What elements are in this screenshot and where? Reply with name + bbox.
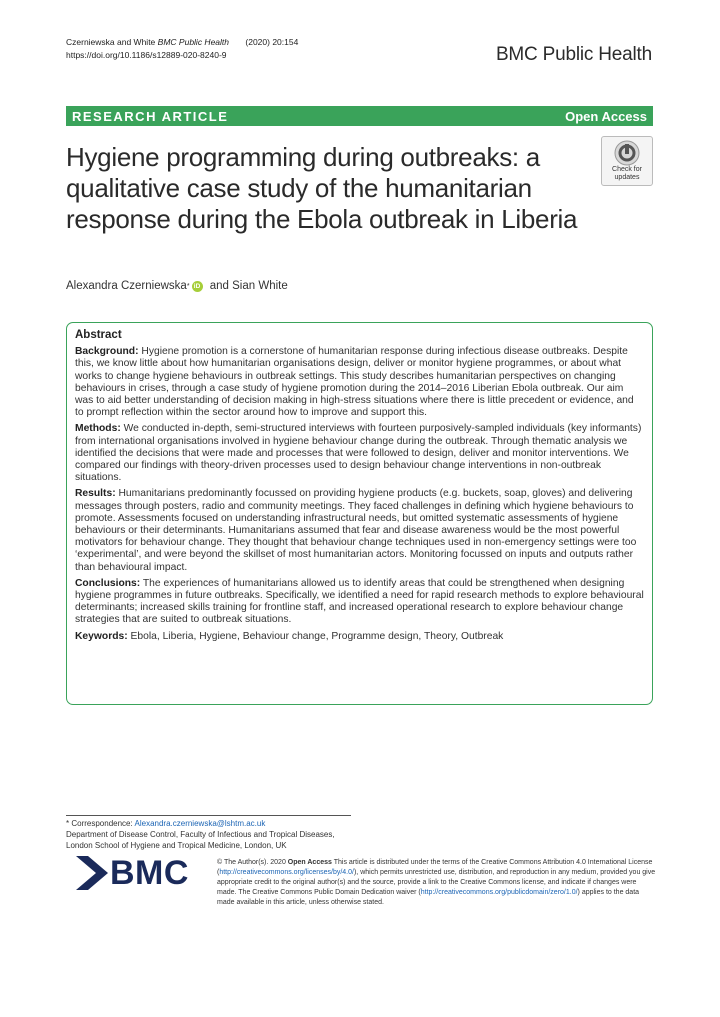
article-banner bbox=[66, 106, 653, 126]
abstract-methods bbox=[75, 423, 644, 484]
short-authors: Czerniewska and White bbox=[66, 37, 156, 47]
waiver-link[interactable]: http://creativecommons.org/publicdomain/zero/1.0/ bbox=[420, 889, 578, 896]
methods-text: We conducted in-depth, semi-structured interviews with fourteen purposively-sampled individuals (key informants) from international organisations involved in hygiene behaviour change during the outbreak. Through thematic analysis we identified the decisions that were made and processes that were followed to design, deliver and monitor interventions. We compared our findings with theory-driven processes used to design behaviour change interventions in non-outbreak situations. bbox=[75, 423, 642, 484]
abstract-conclusions bbox=[75, 578, 644, 627]
license-link[interactable]: http://creativecommons.org/licenses/by/4.0/ bbox=[219, 869, 354, 876]
affiliation-line-2: London School of Hygiene and Tropical Medicine, London, UK bbox=[66, 841, 287, 850]
article-title: Hygiene programming during outbreaks: a qualitative case study of the humanitarian response during the Ebola outbreak in Liberia bbox=[66, 142, 578, 234]
abstract-background bbox=[75, 346, 644, 419]
open-access-term: Open Access bbox=[287, 859, 332, 866]
affiliation-line-1: Department of Disease Control, Faculty of Infectious and Tropical Diseases, bbox=[66, 830, 335, 839]
article-meta bbox=[66, 36, 298, 62]
results-text: Humanitarians predominantly focussed on providing hygiene products (e.g. buckets, soap, gloves) and delivering messages through posters, radio and community meetings. They faced challenges in defining which hygiene behaviours to promote. Assessments focused on understanding infrastructural needs, but omitted systematic assessments of hygiene behaviours or their determinants. Humanitarians assumed that fear and disease awareness would be the most powerful motivators for behaviour change. They thought that behaviour change techniques used in non-emergency settings were too ‘experimental’, and were beyond the skillset of most humanitarian actors. Monitoring focussed on inputs and outputs rather than behavioural impact. bbox=[75, 488, 637, 573]
correspondence-email[interactable]: Alexandra.czerniewska@lshtm.ac.uk bbox=[134, 819, 266, 828]
keywords-label: Keywords: bbox=[75, 630, 128, 642]
check-for-updates-line1: Check for bbox=[612, 166, 642, 173]
abstract-keywords bbox=[75, 631, 644, 643]
check-for-updates-icon bbox=[614, 140, 640, 166]
conclusions-label: Conclusions: bbox=[75, 577, 141, 589]
open-access-label: Open Access bbox=[565, 108, 647, 124]
article-type: RESEARCH ARTICLE bbox=[72, 108, 229, 124]
results-label: Results: bbox=[75, 488, 116, 500]
conclusions-text: The experiences of humanitarians allowed us to identify areas that could be strengthened when designing hygiene programmes in future outbreaks. Specifically, we identified a need for rapid research methods to explore behavioural determinants; increased skills training for frontline staff, and increased operational research to explore behaviour change strategies that are suited to outbreak situations. bbox=[75, 577, 644, 626]
journal-italic: BMC Public Health bbox=[157, 37, 230, 47]
correspondence-footnote bbox=[66, 818, 335, 851]
volume-info: (2020) 20:154 bbox=[245, 37, 299, 47]
background-label: Background: bbox=[75, 346, 139, 358]
author-1: Alexandra Czerniewska bbox=[66, 280, 187, 292]
abstract-box bbox=[66, 322, 653, 705]
journal-name: BMC Public Health bbox=[495, 44, 652, 65]
abstract-heading: Abstract bbox=[75, 329, 122, 341]
orcid-icon[interactable]: iD bbox=[192, 281, 203, 292]
check-for-updates-badge[interactable] bbox=[601, 136, 653, 186]
abstract-results bbox=[75, 488, 644, 573]
bmc-logo-icon bbox=[76, 856, 108, 890]
author-list bbox=[66, 280, 288, 292]
bmc-logo-text: BMC bbox=[110, 854, 189, 892]
keywords-text: Ebola, Liberia, Hygiene, Behaviour change, Programme design, Theory, Outbreak bbox=[127, 630, 504, 642]
check-for-updates-line2: updates bbox=[614, 174, 640, 181]
background-text: Hygiene promotion is a cornerstone of humanitarian response during infectious disease outbreaks. Despite this, we know little about how humanitarian organisations design, deliver or monitor hygiene programmes, or about what works to change hygiene behaviours in outbreak settings. This study describes humanitarian perspectives on changing behaviours in crises, through a case study of hygiene promotion during the 2014–2016 Liberian Ebola outbreak. Our aim was to aid better understanding of decision making in high-stress situations where there is little precedent or evidence, and to prompt reflection within the sector around how to improve and support this. bbox=[75, 346, 634, 419]
correspondence-prefix: * Correspondence: bbox=[66, 819, 135, 828]
author-2: and Sian White bbox=[206, 280, 288, 292]
license-statement: © The Author(s). 2020 Open Access This article is distributed under the terms of the Creative Commons Attribution 4.0 International License (http://creativecommons.org/licenses/by/4.0/), which permits unrestricted use, distribution, and reproduction in any medium, provided you give appropriate credit to the original author(s) and the source, provide a link to the Creative Commons license, and indicate if changes were made. The Creative Commons Public Domain Dedication waiver (http://creativecommons.org/publicdomain/zero/1.0/) applies to the data made available in this article, unless otherwise stated. bbox=[217, 859, 656, 906]
doi-link[interactable]: https://doi.org/10.1186/s12889-020-8240-9 bbox=[66, 50, 227, 60]
corresponding-mark: * bbox=[186, 282, 190, 290]
bmc-logo bbox=[76, 856, 189, 890]
footnote-divider bbox=[66, 815, 351, 816]
methods-label: Methods: bbox=[75, 423, 121, 435]
